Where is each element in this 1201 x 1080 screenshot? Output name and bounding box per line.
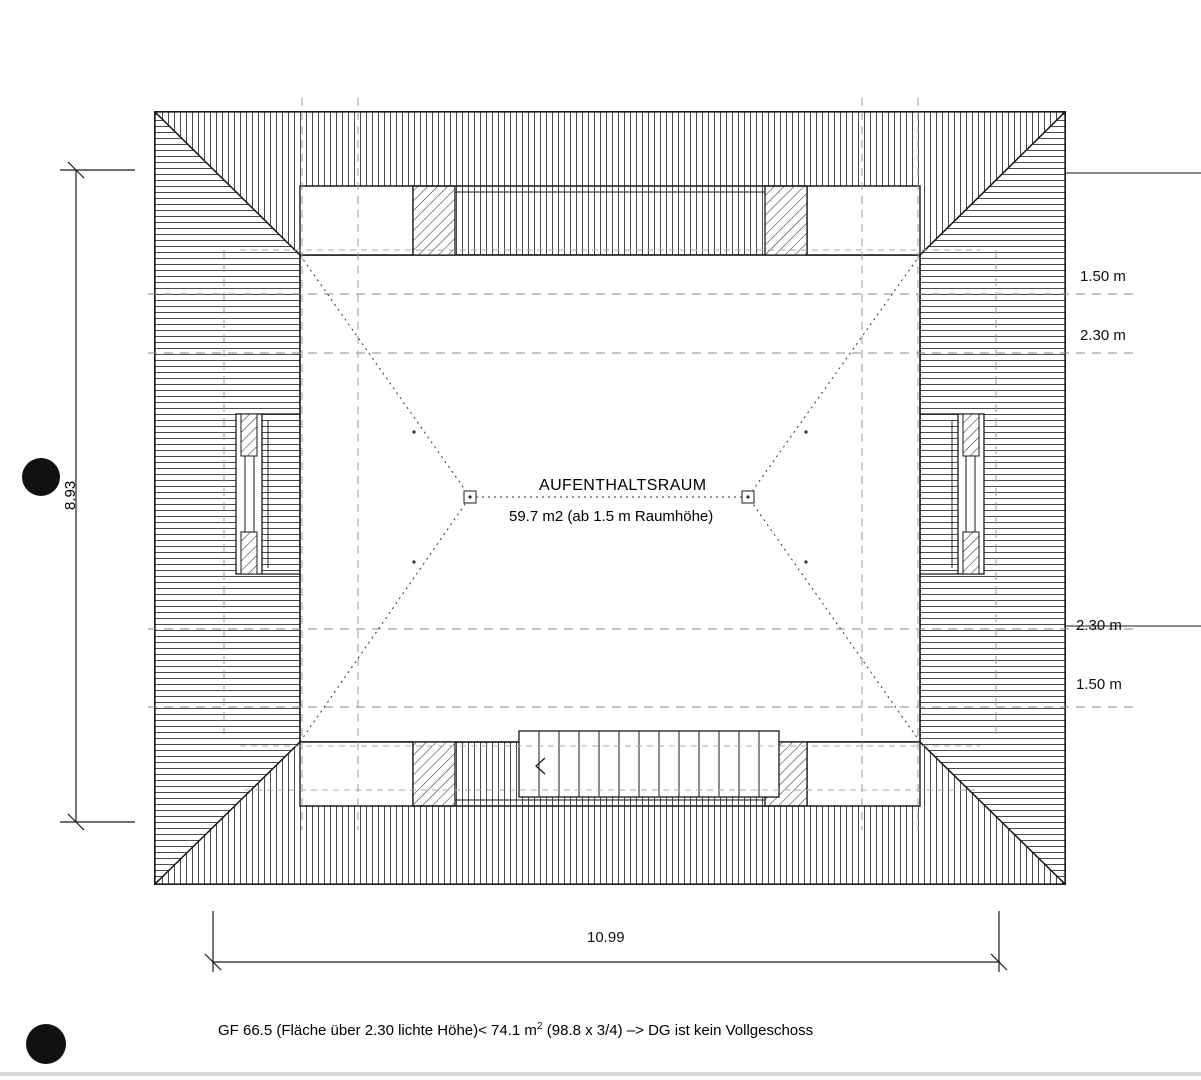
wall-block-top-left bbox=[413, 186, 455, 255]
dimension-label-width: 10.99 bbox=[587, 929, 625, 946]
height-label-150-upper: 1.50 m bbox=[1080, 268, 1126, 285]
wall-block-top-right bbox=[765, 186, 807, 255]
margin-dot-upper bbox=[22, 458, 60, 496]
height-label-leaders bbox=[1065, 173, 1201, 626]
roof-face-top bbox=[155, 112, 1065, 255]
footnote-part-b: (98.8 x 3/4) –> DG ist kein Vollgeschoss bbox=[542, 1022, 814, 1039]
staircase bbox=[519, 731, 779, 797]
height-label-230-upper: 2.30 m bbox=[1080, 327, 1126, 344]
footnote-superscript: 2 bbox=[536, 1021, 543, 1032]
height-label-230-lower: 2.30 m bbox=[1076, 617, 1122, 634]
footnote-part-a: GF 66.5 (Fläche über 2.30 lichte Höhe)< 74.1 m bbox=[218, 1022, 537, 1039]
margin-dot-lower bbox=[26, 1024, 66, 1064]
height-label-150-lower: 1.50 m bbox=[1076, 676, 1122, 693]
footnote-text bbox=[218, 1021, 813, 1039]
dimension-label-height: 8.93 bbox=[62, 480, 79, 510]
room-area-label: 59.7 m2 (ab 1.5 m Raumhöhe) bbox=[509, 508, 714, 525]
wall-block-bottom-left bbox=[413, 742, 455, 806]
room-name-label: AUFENTHALTSRAUM bbox=[539, 477, 707, 494]
inner-room-boundary bbox=[300, 255, 920, 742]
